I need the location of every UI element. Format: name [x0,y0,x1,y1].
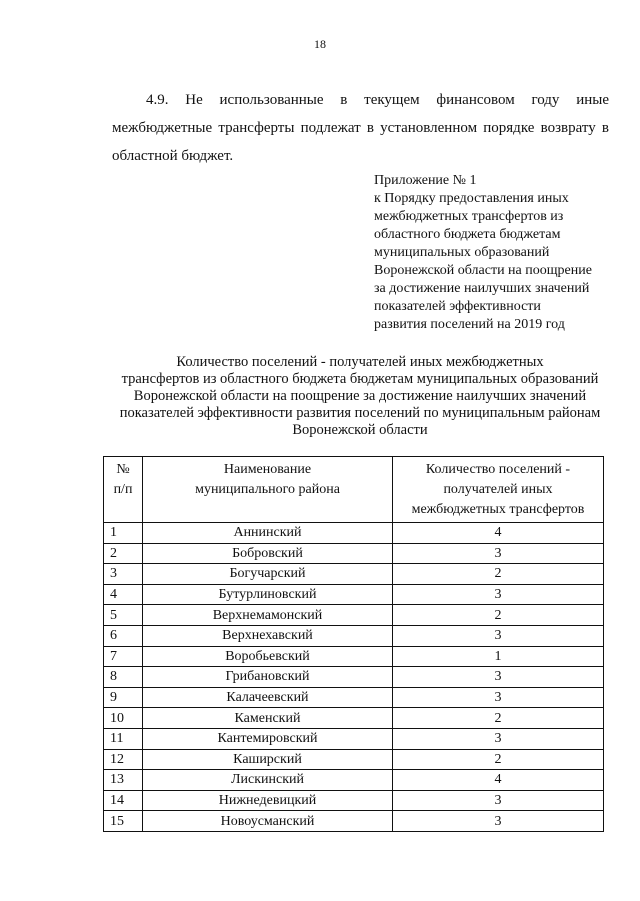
header-num [104,457,143,523]
heading-line: трансфертов из областного бюджета бюджетам муниципальных образований [121,371,599,387]
header-text: № [116,462,130,477]
header-text: п/п [113,482,133,497]
district-name: Воробьевский [143,646,393,667]
clause-4-9 [112,86,609,170]
settlements-count: 2 [393,749,604,770]
table-row [104,790,604,811]
settlements-count: 3 [393,811,604,832]
clause-line: областной бюджет. [112,148,234,164]
heading-line: Количество поселений - получателей иных межбюджетных [176,354,544,370]
row-number: 9 [104,687,143,708]
table-row [104,770,604,791]
header-count [393,457,604,523]
settlements-count: 4 [393,770,604,791]
row-number: 12 [104,749,143,770]
table-row [104,708,604,729]
table-row [104,811,604,832]
row-number: 14 [104,790,143,811]
settlements-count: 3 [393,543,604,564]
table-row [104,667,604,688]
header-text: получателей иных [443,482,553,497]
row-number: 8 [104,667,143,688]
settlements-count: 3 [393,584,604,605]
settlements-count: 2 [393,605,604,626]
table-row [104,749,604,770]
row-number: 7 [104,646,143,667]
clause-line: 4.9. Не использованные в текущем финансовом году иные [146,92,609,108]
row-number: 11 [104,728,143,749]
settlements-count: 3 [393,728,604,749]
heading-line: Воронежской области [292,422,428,438]
appendix-line: за достижение наилучших значений [374,281,590,296]
appendix-line: муниципальных образований [374,245,550,260]
district-name: Бутурлиновский [143,584,393,605]
table-row [104,543,604,564]
appendix-header [374,172,614,334]
row-number: 15 [104,811,143,832]
row-number: 6 [104,625,143,646]
row-number: 4 [104,584,143,605]
district-name: Каширский [143,749,393,770]
header-text: Количество поселений - [425,462,571,477]
district-name: Верхнехавский [143,625,393,646]
header-name [143,457,393,523]
settlements-count: 2 [393,564,604,585]
row-number: 3 [104,564,143,585]
district-name: Богучарский [143,564,393,585]
heading-line: Воронежской области на поощрение за достижение наилучших значений [133,388,587,404]
row-number: 2 [104,543,143,564]
district-name: Верхнемамонский [143,605,393,626]
row-number: 10 [104,708,143,729]
appendix-line: межбюджетных трансфертов из [374,209,564,224]
appendix-line: областного бюджета бюджетам [374,227,561,242]
heading-line: показателей эффективности развития поселений по муниципальным районам [119,405,601,421]
appendix-line: Воронежской области на поощрение [374,263,592,278]
district-name: Калачеевский [143,687,393,708]
district-name: Аннинский [143,523,393,544]
district-name: Новоусманский [143,811,393,832]
table-row [104,625,604,646]
table-row [104,728,604,749]
appendix-line: развития поселений на 2019 год [374,317,565,332]
table-row [104,564,604,585]
settlements-count: 1 [393,646,604,667]
header-text: Наименование [223,462,312,477]
appendix-line: Приложение № 1 [374,173,477,188]
appendix-line: к Порядку предоставления иных [374,191,569,206]
appendix-line: показателей эффективности [374,299,541,314]
district-name: Кантемировский [143,728,393,749]
page-number: 18 [314,37,326,51]
row-number: 5 [104,605,143,626]
table-row [104,687,604,708]
district-name: Каменский [143,708,393,729]
row-number: 1 [104,523,143,544]
settlements-count: 3 [393,667,604,688]
table-row [104,605,604,626]
header-text: межбюджетных трансфертов [411,502,585,517]
table-row [104,646,604,667]
settlements-count: 3 [393,790,604,811]
table-header-row [104,457,604,523]
row-number: 13 [104,770,143,791]
district-name: Бобровский [143,543,393,564]
district-name: Нижнедевицкий [143,790,393,811]
table-row [104,584,604,605]
district-name: Лискинский [143,770,393,791]
table-row [104,523,604,544]
districts-table [103,456,604,832]
settlements-count: 4 [393,523,604,544]
settlements-count: 3 [393,687,604,708]
table-heading [100,354,620,439]
settlements-count: 2 [393,708,604,729]
header-text: муниципального района [195,482,340,497]
clause-line: межбюджетные трансферты подлежат в установленном порядке возврату в [112,120,609,136]
district-name: Грибановский [143,667,393,688]
settlements-count: 3 [393,625,604,646]
